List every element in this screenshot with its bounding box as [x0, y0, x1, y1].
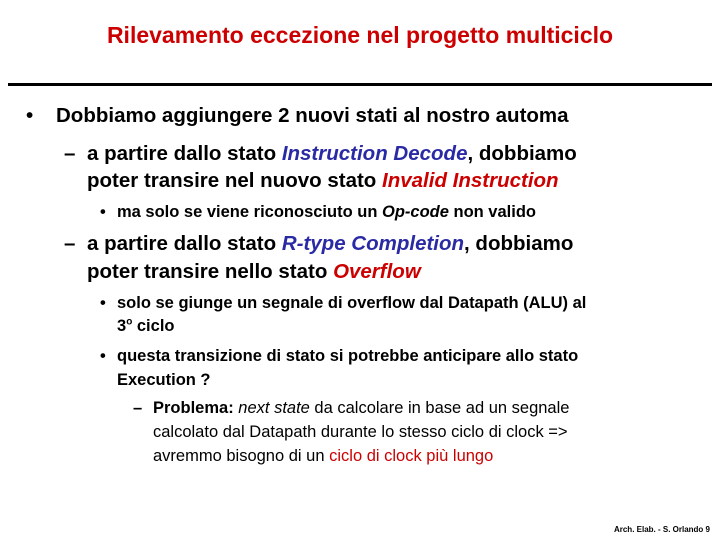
next-state-term: next state	[238, 399, 310, 417]
sub2-line1-pre: a partire dallo stato	[87, 232, 282, 255]
problem-colon: :	[228, 399, 239, 417]
dot-marker: •	[100, 294, 106, 312]
sub2-detail2-line1: questa transizione di stato si potrebbe anticipare allo stato	[117, 347, 579, 365]
dash-marker: –	[64, 232, 76, 255]
dot-marker: •	[100, 347, 106, 365]
sub1-detail-pre: ma solo se viene riconosciuto un	[117, 203, 382, 221]
state-invalid-instruction: Invalid Instruction	[382, 169, 559, 192]
dash-marker: –	[64, 142, 76, 165]
sub1-detail	[117, 199, 536, 226]
state-rtype-completion: R-type Completion	[281, 232, 465, 255]
sub2-line2	[87, 259, 421, 285]
state-instruction-decode: Instruction Decode	[281, 142, 468, 165]
sub2-detail1-line1: solo se giunge un segnale di overflow dal Datapath (ALU) al	[117, 294, 587, 312]
problem-line1	[153, 396, 569, 421]
sub1-detail-post: non valido	[448, 203, 536, 221]
problem-line2: calcolato dal Datapath durante lo stesso ciclo di clock =>	[153, 423, 568, 441]
dash-marker: –	[133, 399, 143, 417]
bullet-main: Dobbiamo aggiungere 2 nuovi stati al nostro automa	[56, 104, 569, 127]
sub2-line1	[87, 231, 573, 257]
title-divider	[8, 83, 712, 86]
ordinal-number: 3	[117, 317, 127, 335]
ordinal-suffix: o	[126, 316, 133, 328]
state-overflow: Overflow	[333, 260, 421, 283]
sub1-line1-pre: a partire dallo stato	[87, 142, 282, 165]
problem-label: Problema	[153, 399, 229, 417]
sub1-line1	[87, 141, 577, 167]
bullet-marker: •	[26, 104, 34, 127]
problem-line3	[153, 444, 493, 469]
sub1-line2	[87, 168, 559, 194]
sub2-detail1-line2-post: ciclo	[132, 317, 175, 335]
slide-title: Rilevamento eccezione nel progetto multiciclo	[106, 22, 614, 48]
dot-marker: •	[100, 203, 106, 221]
sub1-line2-pre: poter transire nel nuovo stato	[87, 169, 383, 192]
sub2-detail1-line2	[117, 313, 174, 340]
slide-footer: Arch. Elab. - S. Orlando 9	[613, 525, 710, 534]
problem-line3-pre: avremmo bisogno di un	[153, 447, 330, 465]
sub1-line1-post: , dobbiamo	[467, 142, 577, 165]
problem-line1-post: da calcolare in base ad un segnale	[309, 399, 570, 417]
sub2-line1-post: , dobbiamo	[464, 232, 574, 255]
opcode-term: Op-code	[381, 203, 449, 221]
sub2-line2-pre: poter transire nello stato	[87, 260, 334, 283]
sub2-detail2-line2: Execution ?	[117, 371, 211, 389]
longer-clock-cycle: ciclo di clock più lungo	[329, 447, 494, 465]
